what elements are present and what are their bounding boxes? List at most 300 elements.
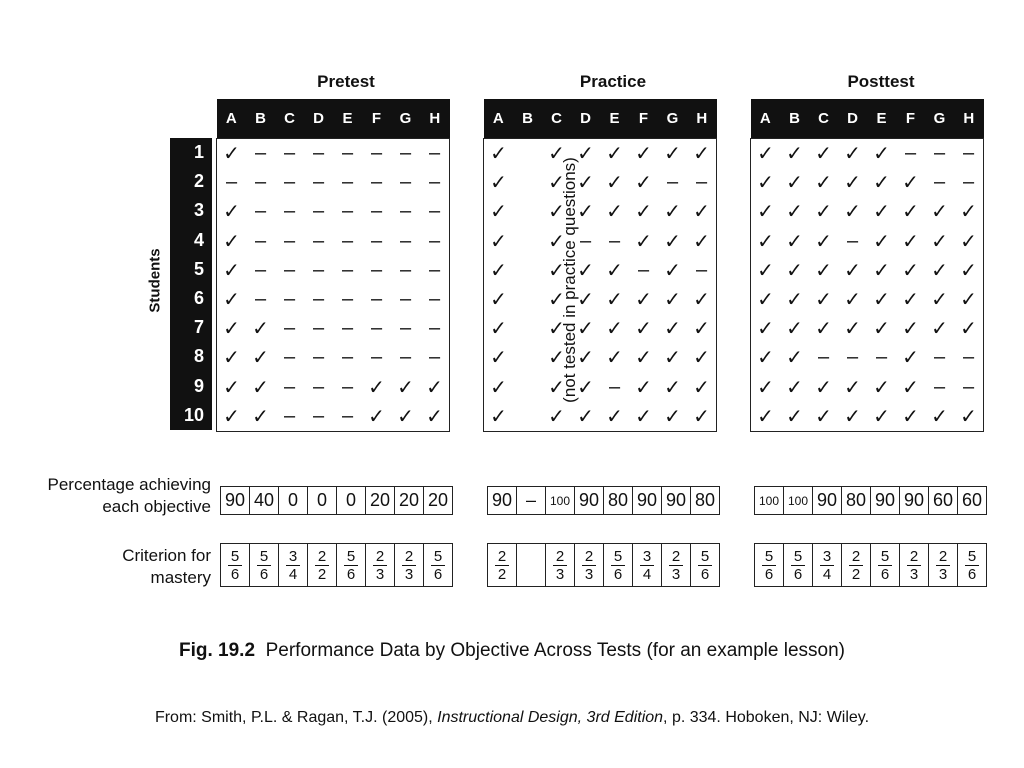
result-cell: – [370, 317, 383, 340]
result-cell: ✓ [664, 143, 681, 166]
result-cell: – [695, 171, 708, 194]
result-cell: ✓ [873, 376, 890, 399]
practice-title: Practice [579, 72, 647, 91]
result-cell: – [283, 317, 296, 340]
criterion-cell: 2 3 [929, 544, 958, 587]
result-cell: ✓ [635, 318, 652, 341]
result-cell: ✓ [873, 172, 890, 195]
result-cell: ✓ [786, 318, 803, 341]
student-row [484, 314, 717, 343]
result-cell: – [370, 258, 383, 281]
result-cell: ✓ [844, 201, 861, 224]
pretest-criteria [220, 543, 453, 587]
student-row [484, 197, 717, 226]
result-cell: ✓ [960, 201, 977, 224]
criterion-cell: 2 2 [488, 544, 517, 587]
result-cell: – [341, 142, 354, 165]
objective-header: G [391, 99, 420, 139]
result-cell: – [283, 288, 296, 311]
criterion-cell: 2 3 [546, 544, 575, 587]
result-cell: – [962, 171, 975, 194]
percentage-cell: 0 [279, 487, 308, 515]
posttest-percentages [754, 486, 987, 515]
student-number: 10 [183, 404, 204, 425]
objective-header: F [629, 99, 658, 139]
result-cell: – [608, 229, 621, 252]
student-row [751, 197, 984, 226]
result-cell: ✓ [902, 376, 919, 399]
result-cell: ✓ [757, 230, 774, 253]
posttest-title: Posttest [847, 72, 915, 91]
percentage-cell: 60 [929, 487, 958, 515]
result-cell: – [962, 142, 975, 165]
result-cell: – [341, 258, 354, 281]
result-cell: – [579, 229, 592, 252]
student-number: 2 [193, 171, 204, 192]
result-cell: ✓ [786, 201, 803, 224]
result-cell: ✓ [844, 376, 861, 399]
result-cell: ✓ [873, 143, 890, 166]
student-row [217, 402, 450, 432]
student-row [751, 285, 984, 314]
result-cell: – [399, 200, 412, 223]
result-cell: ✓ [368, 376, 385, 399]
criterion-label: Criterion for mastery [122, 546, 211, 587]
percentage-cell: 100 [784, 487, 813, 515]
result-cell: ✓ [873, 289, 890, 312]
result-cell: ✓ [635, 376, 652, 399]
result-cell: ✓ [786, 289, 803, 312]
result-cell: ✓ [902, 318, 919, 341]
result-cell: ✓ [490, 172, 507, 195]
result-cell: ✓ [252, 405, 269, 428]
result-cell: ✓ [757, 201, 774, 224]
result-cell: – [370, 288, 383, 311]
result-cell: – [312, 404, 325, 427]
criterion-cell: 5 6 [871, 544, 900, 587]
result-cell: – [428, 200, 441, 223]
result-cell: ✓ [490, 289, 507, 312]
result-cell: ✓ [844, 172, 861, 195]
result-cell: ✓ [873, 230, 890, 253]
objective-header: D [304, 99, 333, 139]
student-row [484, 402, 717, 432]
student-row [484, 168, 717, 197]
result-cell: ✓ [664, 376, 681, 399]
result-cell: ✓ [577, 318, 594, 341]
student-row [484, 139, 717, 169]
objective-header: H [687, 99, 717, 139]
result-cell: ✓ [902, 347, 919, 370]
student-row [217, 343, 450, 372]
result-cell: ✓ [902, 259, 919, 282]
result-cell: – [312, 258, 325, 281]
result-cell: ✓ [931, 259, 948, 282]
result-cell: ✓ [757, 347, 774, 370]
figure-number: Fig. 19.2 [179, 640, 256, 661]
percentage-cell: – [517, 487, 546, 515]
criterion-cell: 2 3 [662, 544, 691, 587]
result-cell: – [312, 229, 325, 252]
result-cell: ✓ [223, 376, 240, 399]
student-row [751, 227, 984, 256]
criterion-cell: 5 6 [337, 544, 366, 587]
percentage-cell: 100 [755, 487, 784, 515]
result-cell: – [341, 229, 354, 252]
percentage-cell: 90 [633, 487, 662, 515]
student-row [484, 373, 717, 402]
result-cell: – [254, 171, 267, 194]
objective-header: B [513, 99, 542, 139]
result-cell [513, 314, 542, 343]
result-cell: ✓ [815, 318, 832, 341]
result-cell: – [225, 171, 238, 194]
criterion-cell [517, 544, 546, 587]
result-cell: – [312, 375, 325, 398]
criterion-cell: 3 4 [633, 544, 662, 587]
result-cell: ✓ [786, 230, 803, 253]
result-cell: – [283, 375, 296, 398]
result-cell: ✓ [577, 405, 594, 428]
result-cell: – [904, 142, 917, 165]
result-cell: ✓ [577, 289, 594, 312]
result-cell: – [399, 142, 412, 165]
result-cell: ✓ [223, 289, 240, 312]
student-row [751, 139, 984, 169]
result-cell: ✓ [873, 318, 890, 341]
result-cell: ✓ [757, 289, 774, 312]
result-cell: – [341, 288, 354, 311]
result-cell: ✓ [577, 376, 594, 399]
result-cell: ✓ [252, 318, 269, 341]
criterion-cell: 2 3 [575, 544, 604, 587]
student-row [751, 256, 984, 285]
student-number: 4 [193, 229, 204, 250]
result-cell: ✓ [252, 376, 269, 399]
result-cell: ✓ [693, 289, 710, 312]
percentage-cell: 90 [662, 487, 691, 515]
student-row [484, 343, 717, 372]
result-cell: ✓ [693, 405, 710, 428]
result-cell: – [283, 200, 296, 223]
result-cell: – [312, 142, 325, 165]
result-cell: ✓ [606, 201, 623, 224]
student-row [484, 285, 717, 314]
criterion-cell: 5 6 [691, 544, 720, 587]
objective-header: B [246, 99, 275, 139]
result-cell: ✓ [664, 230, 681, 253]
result-cell: – [428, 317, 441, 340]
result-cell: ✓ [844, 405, 861, 428]
student-row [751, 168, 984, 197]
figure-caption [0, 640, 1024, 662]
criterion-cell: 2 3 [395, 544, 424, 587]
objective-header: G [658, 99, 687, 139]
result-cell: ✓ [902, 230, 919, 253]
result-cell: ✓ [844, 259, 861, 282]
result-cell: ✓ [223, 201, 240, 224]
result-cell: – [846, 346, 859, 369]
result-cell: ✓ [635, 172, 652, 195]
percentage-cell: 90 [813, 487, 842, 515]
result-cell: ✓ [873, 201, 890, 224]
result-cell: – [428, 346, 441, 369]
result-cell: ✓ [815, 201, 832, 224]
result-cell: ✓ [960, 230, 977, 253]
result-cell: ✓ [490, 259, 507, 282]
result-cell: ✓ [606, 405, 623, 428]
criterion-cell: 2 2 [308, 544, 337, 587]
result-cell: ✓ [252, 347, 269, 370]
result-cell: ✓ [664, 347, 681, 370]
result-cell: – [695, 258, 708, 281]
percentage-label: Percentage achieving each objective [47, 475, 211, 516]
objective-header: F [362, 99, 391, 139]
result-cell [513, 343, 542, 372]
result-cell: ✓ [931, 201, 948, 224]
result-cell: ✓ [548, 376, 565, 399]
result-cell: ✓ [960, 405, 977, 428]
criterion-cell: 5 6 [250, 544, 279, 587]
result-cell: – [341, 375, 354, 398]
result-cell: – [666, 171, 679, 194]
result-cell: – [370, 142, 383, 165]
student-number: 1 [193, 142, 204, 162]
result-cell: – [428, 171, 441, 194]
result-cell: ✓ [548, 347, 565, 370]
student-row [484, 227, 717, 256]
result-cell: – [933, 171, 946, 194]
result-cell: – [283, 142, 296, 165]
student-number: 3 [193, 200, 204, 221]
percentage-cell: 20 [395, 487, 424, 515]
result-cell: ✓ [548, 172, 565, 195]
result-cell: ✓ [815, 230, 832, 253]
result-cell [513, 139, 542, 169]
result-cell: ✓ [577, 201, 594, 224]
result-cell: ✓ [960, 259, 977, 282]
result-cell: ✓ [635, 230, 652, 253]
student-row [484, 256, 717, 285]
percentage-cell: 90 [488, 487, 517, 515]
figure-title: Performance Data by Objective Across Tests (for an example lesson) [265, 640, 845, 661]
result-cell: – [962, 346, 975, 369]
result-cell: ✓ [757, 405, 774, 428]
criterion-cell: 5 6 [424, 544, 453, 587]
result-cell: – [312, 171, 325, 194]
objective-header: B [780, 99, 809, 139]
objective-header: C [275, 99, 304, 139]
objective-header: C [809, 99, 838, 139]
criterion-cell: 2 3 [366, 544, 395, 587]
result-cell: ✓ [635, 289, 652, 312]
student-row [217, 227, 450, 256]
objective-header: A [217, 99, 247, 139]
result-cell: – [254, 200, 267, 223]
percentage-cell: 0 [337, 487, 366, 515]
result-cell: ✓ [844, 318, 861, 341]
result-cell: ✓ [693, 201, 710, 224]
result-cell: ✓ [548, 289, 565, 312]
result-cell: ✓ [548, 405, 565, 428]
result-cell [513, 402, 542, 432]
result-cell: ✓ [786, 143, 803, 166]
result-cell: ✓ [606, 289, 623, 312]
result-cell: ✓ [635, 201, 652, 224]
student-number: 7 [193, 317, 204, 338]
student-number: 8 [193, 346, 204, 367]
result-cell: ✓ [960, 289, 977, 312]
result-cell: ✓ [902, 172, 919, 195]
result-cell: ✓ [606, 259, 623, 282]
result-cell: – [254, 258, 267, 281]
result-cell: ✓ [397, 405, 414, 428]
objective-header: D [571, 99, 600, 139]
result-cell: ✓ [548, 318, 565, 341]
student-row [217, 314, 450, 343]
result-cell: ✓ [960, 318, 977, 341]
result-cell: – [341, 404, 354, 427]
student-row [217, 373, 450, 402]
result-cell: – [399, 346, 412, 369]
criterion-cell: 5 6 [604, 544, 633, 587]
result-cell: ✓ [693, 143, 710, 166]
student-row [217, 197, 450, 226]
result-cell: – [283, 258, 296, 281]
result-cell: ✓ [368, 405, 385, 428]
percentage-cell: 40 [250, 487, 279, 515]
result-cell: – [341, 317, 354, 340]
result-cell: – [341, 171, 354, 194]
result-cell: ✓ [223, 259, 240, 282]
objective-header: H [420, 99, 450, 139]
criterion-cell: 2 2 [842, 544, 871, 587]
result-cell: ✓ [664, 259, 681, 282]
result-cell [513, 256, 542, 285]
student-row [217, 168, 450, 197]
result-cell: ✓ [815, 172, 832, 195]
posttest-criteria [754, 543, 987, 587]
result-cell: – [428, 288, 441, 311]
result-cell: ✓ [757, 172, 774, 195]
result-cell: – [399, 171, 412, 194]
criterion-cell: 3 4 [813, 544, 842, 587]
result-cell: ✓ [786, 347, 803, 370]
criterion-cell: 3 4 [279, 544, 308, 587]
percentage-cell: 60 [958, 487, 987, 515]
result-cell: – [933, 346, 946, 369]
result-cell: ✓ [577, 347, 594, 370]
student-row [217, 139, 450, 169]
objective-header: E [867, 99, 896, 139]
percentage-cell: 80 [604, 487, 633, 515]
result-cell: – [399, 258, 412, 281]
percentage-cell: 90 [575, 487, 604, 515]
student-row [217, 256, 450, 285]
result-cell: ✓ [815, 143, 832, 166]
percentage-cell: 20 [366, 487, 395, 515]
result-cell: ✓ [606, 347, 623, 370]
result-cell: – [283, 229, 296, 252]
result-cell: ✓ [223, 143, 240, 166]
result-cell: – [312, 288, 325, 311]
result-cell: ✓ [844, 143, 861, 166]
student-row [751, 314, 984, 343]
result-cell: – [933, 142, 946, 165]
result-cell: ✓ [664, 405, 681, 428]
result-cell: ✓ [490, 143, 507, 166]
result-cell: ✓ [931, 289, 948, 312]
percentage-cell: 100 [546, 487, 575, 515]
result-cell: ✓ [902, 289, 919, 312]
result-cell: ✓ [490, 201, 507, 224]
result-cell: ✓ [606, 172, 623, 195]
figure-source: From: Smith, P.L. & Ragan, T.J. (2005), Instructional Design, 3rd Edition, p. 334. Hoboken, NJ: Wiley. [154, 709, 870, 726]
result-cell: ✓ [664, 201, 681, 224]
pretest-title: Pretest [317, 72, 375, 91]
result-cell [513, 197, 542, 226]
result-cell: ✓ [577, 172, 594, 195]
practice-note: (not tested in practice questions) [560, 157, 579, 403]
result-cell: ✓ [931, 405, 948, 428]
student-row [217, 285, 450, 314]
result-cell: ✓ [902, 201, 919, 224]
criterion-cell: 5 6 [221, 544, 250, 587]
result-cell: – [637, 258, 650, 281]
result-cell: – [875, 346, 888, 369]
result-cell: – [341, 346, 354, 369]
result-cell: ✓ [786, 376, 803, 399]
result-cell: ✓ [757, 143, 774, 166]
result-cell: ✓ [786, 259, 803, 282]
result-cell: ✓ [664, 318, 681, 341]
result-cell: ✓ [873, 405, 890, 428]
result-cell: ✓ [931, 230, 948, 253]
objective-header: C [542, 99, 571, 139]
criterion-cell: 5 6 [958, 544, 987, 587]
result-cell: – [608, 375, 621, 398]
result-cell: – [283, 171, 296, 194]
objective-header: E [333, 99, 362, 139]
result-cell: – [370, 200, 383, 223]
result-cell: ✓ [490, 405, 507, 428]
result-cell: ✓ [548, 259, 565, 282]
pretest-grid [216, 99, 450, 432]
result-cell: – [312, 200, 325, 223]
result-cell: ✓ [223, 230, 240, 253]
percentage-cell: 80 [842, 487, 871, 515]
criterion-cell: 5 6 [755, 544, 784, 587]
result-cell: ✓ [786, 405, 803, 428]
student-number: 9 [193, 375, 204, 396]
percentage-cell: 90 [221, 487, 250, 515]
result-cell [513, 373, 542, 402]
result-cell: ✓ [426, 376, 443, 399]
objective-header: A [484, 99, 514, 139]
result-cell: ✓ [223, 318, 240, 341]
result-cell [513, 227, 542, 256]
result-cell: – [370, 171, 383, 194]
result-cell: ✓ [635, 405, 652, 428]
result-cell [513, 285, 542, 314]
result-cell: – [370, 346, 383, 369]
student-row [751, 402, 984, 432]
result-cell: ✓ [693, 376, 710, 399]
result-cell: ✓ [490, 376, 507, 399]
result-cell: ✓ [223, 347, 240, 370]
student-number: 5 [193, 258, 204, 279]
result-cell: ✓ [844, 289, 861, 312]
